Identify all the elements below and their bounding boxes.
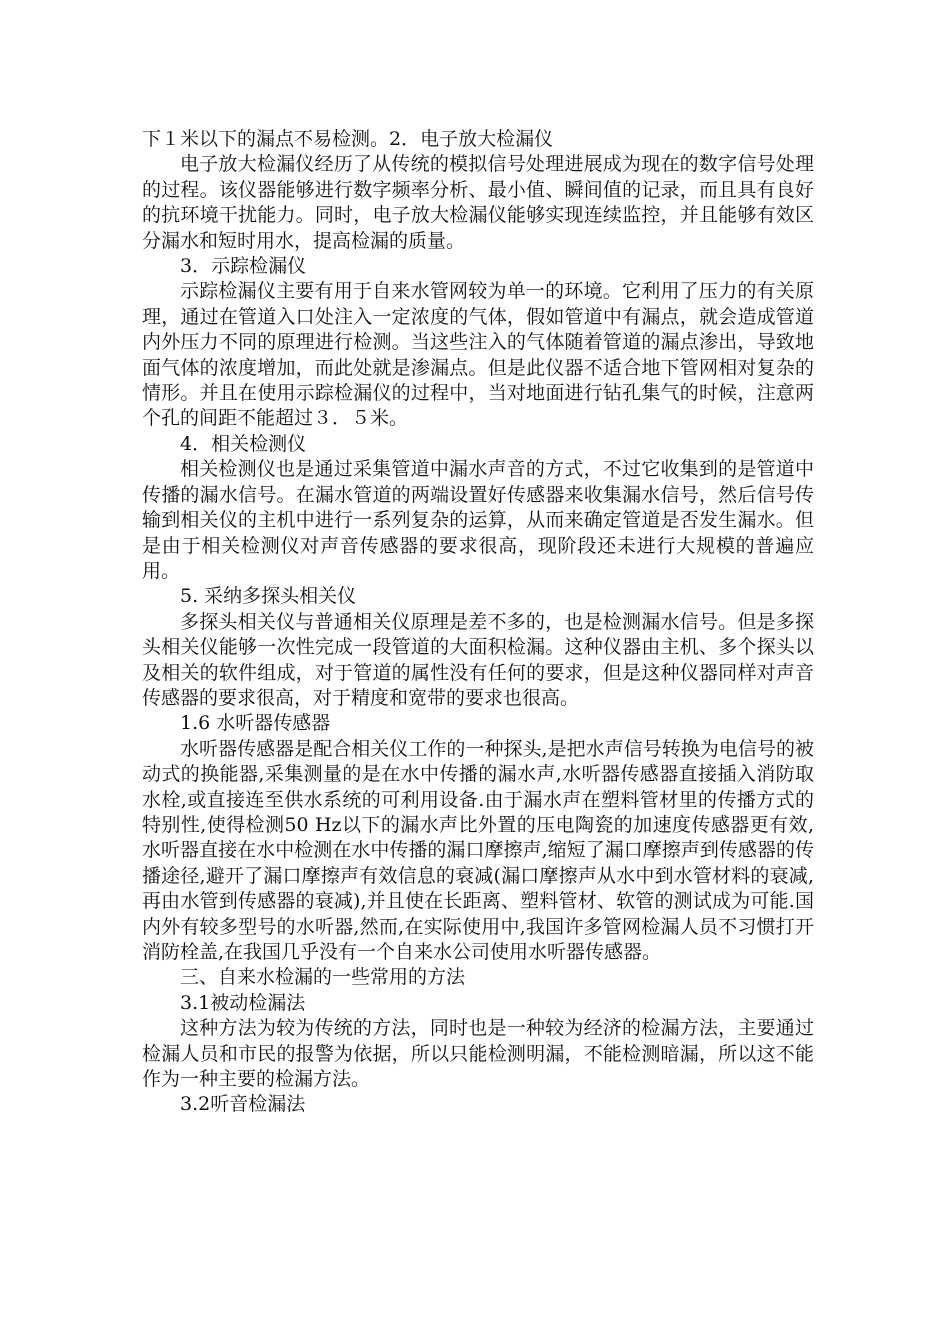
paragraph: 示踪检漏仪主要有用于自来水管网较为单一的环境。它利用了压力的有关原理，通过在管道入口处注入一定浓度的气体，假如管道中有漏点，就会造成管道内外压力不同的原理进行检测。当这些注入的气体随着管道的漏点渗出，导致地面气体的浓度增加，而此处就是渗漏点。但是此仪器不适合地下管网相对复杂的情形。并且在使用示踪检漏仪的过程中，当对地面进行钻孔集气的时候，注意两个孔的间距不能超过３．５米。 bbox=[142, 280, 814, 430]
document-body bbox=[142, 127, 814, 1118]
paragraph: 这种方法为较为传统的方法，同时也是一种较为经济的检漏方法，主要通过检漏人员和市民的报警为依据，所以只能检测明漏，不能检测暗漏，所以这不能作为一种主要的检漏方法。 bbox=[142, 1017, 814, 1091]
section-heading: 1.6 水听器传感器 bbox=[180, 712, 331, 735]
paragraph: 相关检测仪也是通过采集管道中漏水声音的方式，不过它收集到的是管道中传播的漏水信号。在漏水管道的两端设置好传感器来收集漏水信号，然后信号传输到相关仪的主机中进行一系列复杂的运算，从而来确定管道是否发生漏水。但是由于相关检测仪对声音传感器的要求很高，现阶段还未进行大规模的普遍应用。 bbox=[142, 458, 814, 582]
section-heading: 3．示踪检漏仪 bbox=[180, 255, 307, 278]
paragraph: 下１米以下的漏点不易检测。2．电子放大检漏仪 bbox=[142, 128, 554, 150]
section-heading: 三、自来水检漏的一些常用的方法 bbox=[180, 966, 466, 989]
paragraph: 多探头相关仪与普通相关仪原理是差不多的，也是检测漏水信号。但是多探头相关仪能够一次性完成一段管道的大面积检漏。这种仪器由主机、多个探头以及相关的软件组成，对于管道的属性没有任何的要求，但是这种仪器同样对声音传感器的要求很高，对于精度和宽带的要求也很高。 bbox=[142, 610, 814, 709]
paragraph: 电子放大检漏仪经历了从传统的模拟信号处理进展成为现在的数字信号处理的过程。该仪器能够进行数字频率分析、最小值、瞬间值的记录，而且具有良好的抗环境干扰能力。同时，电子放大检漏仪能够实现连续监控，并且能够有效区分漏水和短时用水，提高检漏的质量。 bbox=[142, 153, 814, 252]
section-heading: 3.1被动检漏法 bbox=[180, 991, 306, 1014]
section-heading: 3.2听音检漏法 bbox=[180, 1093, 306, 1116]
section-heading: 4．相关检测仪 bbox=[180, 432, 307, 455]
section-heading: 5. 采纳多探头相关仪 bbox=[180, 585, 357, 608]
paragraph: 水听器传感器是配合相关仪工作的一种探头,是把水声信号转换为电信号的被动式的换能器,采集测量的是在水中传播的漏水声,水听器传感器直接插入消防取水栓,或直接连至供水系统的可利用设备.由于漏水声在塑料管材里的传播方式的特别性,使得检测50 Hz以下的漏水声比外置的压电陶瓷的加速度传感器更有效,水听器直接在水中检测在水中传播的漏口摩擦声,缩短了漏口摩擦声到传感器的传播途径,避开了漏口摩擦声有效信息的衰减(漏口摩擦声从水中到水管材料的衰减,再由水管到传感器的衰减),并且使在长距离、塑料管材、软管的测试成为可能.国内外有较多型号的水听器,然而,在实际使用中,我国许多管网检漏人员不习惯打开消防栓盖,在我国几乎没有一个自来水公司使用水听器传感器。 bbox=[142, 737, 814, 963]
